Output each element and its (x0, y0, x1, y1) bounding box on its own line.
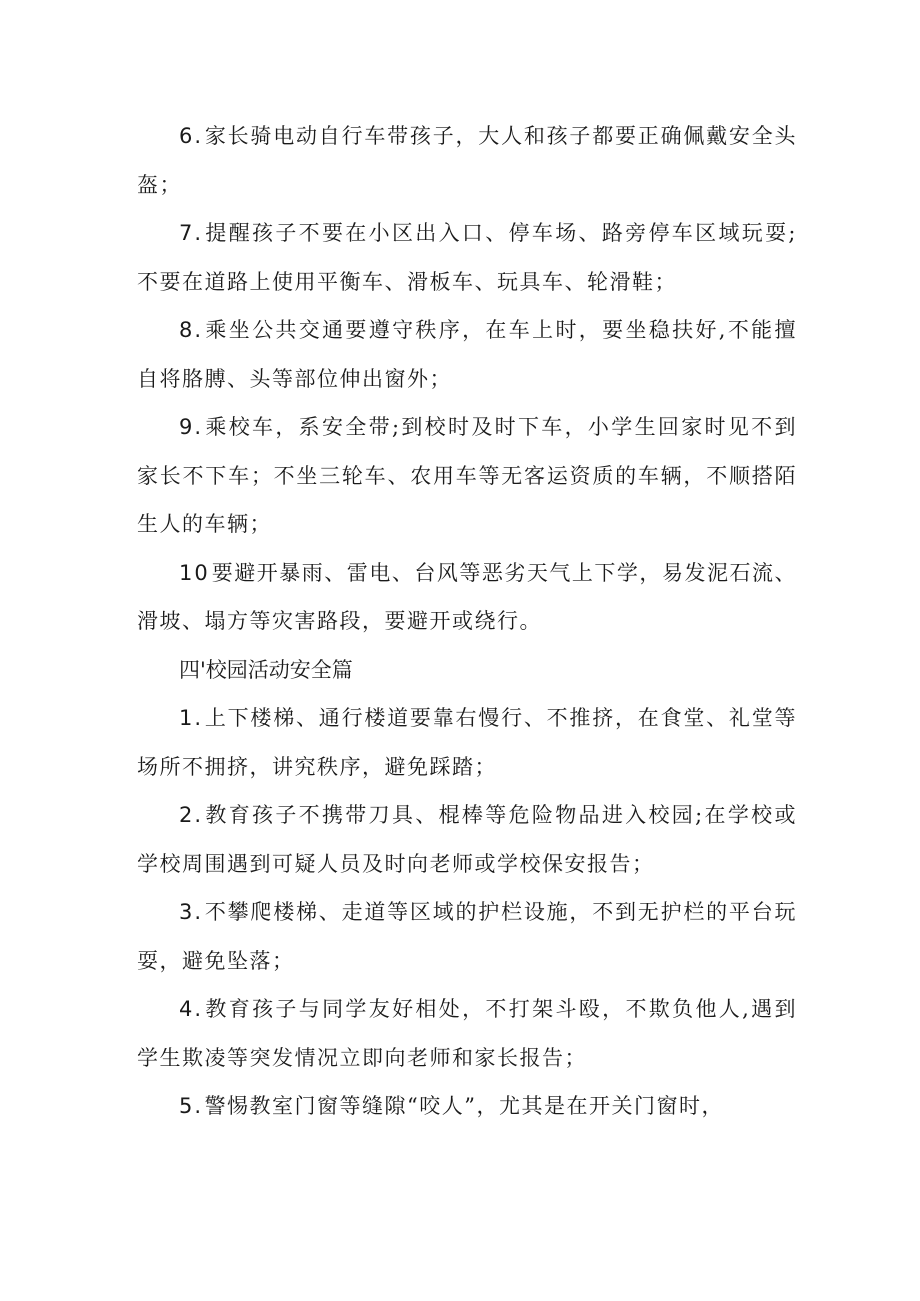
list-item (137, 306, 797, 403)
item-number: 6 (179, 124, 195, 148)
item-text: 提醒孩子不要在小区出入口、停车场、路旁停车区域玩耍;不要在道路上使用平衡车、滑板车、玩具车、轮滑鞋； (137, 221, 797, 294)
item-separator: . (194, 997, 203, 1021)
item-number: 9 (179, 415, 195, 439)
item-separator: . (194, 900, 203, 924)
item-separator: . (194, 803, 203, 827)
item-separator: . (194, 318, 203, 342)
item-number: 7 (179, 221, 195, 245)
item-separator: . (194, 1094, 203, 1118)
list-item (137, 694, 797, 791)
item-text: 警惕教室门窗等缝隙“咬人”，尤其是在开关门窗时， (204, 1094, 725, 1118)
list-item (137, 985, 797, 1082)
item-text: 教育孩子与同学友好相处，不打架斗殴，不欺负他人,遇到学生欺凌等突发情况立即向老师和家长报告； (137, 997, 797, 1070)
item-number: 1 (179, 706, 195, 730)
list-item (137, 549, 797, 646)
item-number: 2 (179, 803, 195, 827)
list-item (137, 403, 797, 549)
item-text: 不攀爬楼梯、走道等区域的护栏设施，不到无护栏的平台玩耍，避免坠落； (137, 900, 797, 973)
item-text: 家长骑电动自行车带孩子，大人和孩子都要正确佩戴安全头盔； (137, 124, 797, 197)
item-text: 乘坐公共交通要遵守秩序，在车上时，要坐稳扶好,不能擅自将胳膊、头等部位伸出窗外； (137, 318, 797, 391)
item-number: 4 (179, 997, 195, 1021)
item-separator: . (194, 221, 203, 245)
list-item (137, 112, 797, 209)
list-item (137, 791, 797, 888)
section-heading: 四'校园活动安全篇 (179, 657, 353, 682)
item-text: 教育孩子不携带刀具、棍棒等危险物品进入校园;在学校或学校周围遇到可疑人员及时向老师或学校保安报告； (137, 803, 797, 876)
document-body (137, 112, 797, 1131)
item-number: 3 (179, 900, 195, 924)
list-item (137, 1082, 797, 1131)
item-text: 要避开暴雨、雷电、台风等恶劣天气上下学，易发泥石流、滑坡、塌方等灾害路段，要避开或绕行。 (137, 560, 797, 633)
item-text: 上下楼梯、通行楼道要靠右慢行、不推挤，在食堂、礼堂等场所不拥挤，讲究秩序，避免踩踏； (137, 706, 797, 779)
item-separator: . (194, 124, 203, 148)
list-item (137, 209, 797, 306)
item-text: 乘校车，系安全带;到校时及时下车，小学生回家时见不到家长不下车；不坐三轮车、农用车等无客运资质的车辆，不顺搭陌生人的车辆； (137, 415, 797, 536)
item-number: 10 (179, 560, 210, 585)
item-separator: . (194, 415, 203, 439)
item-number: 5 (179, 1094, 195, 1118)
list-item (137, 888, 797, 985)
item-number: 8 (179, 318, 195, 342)
item-separator: . (194, 706, 203, 730)
